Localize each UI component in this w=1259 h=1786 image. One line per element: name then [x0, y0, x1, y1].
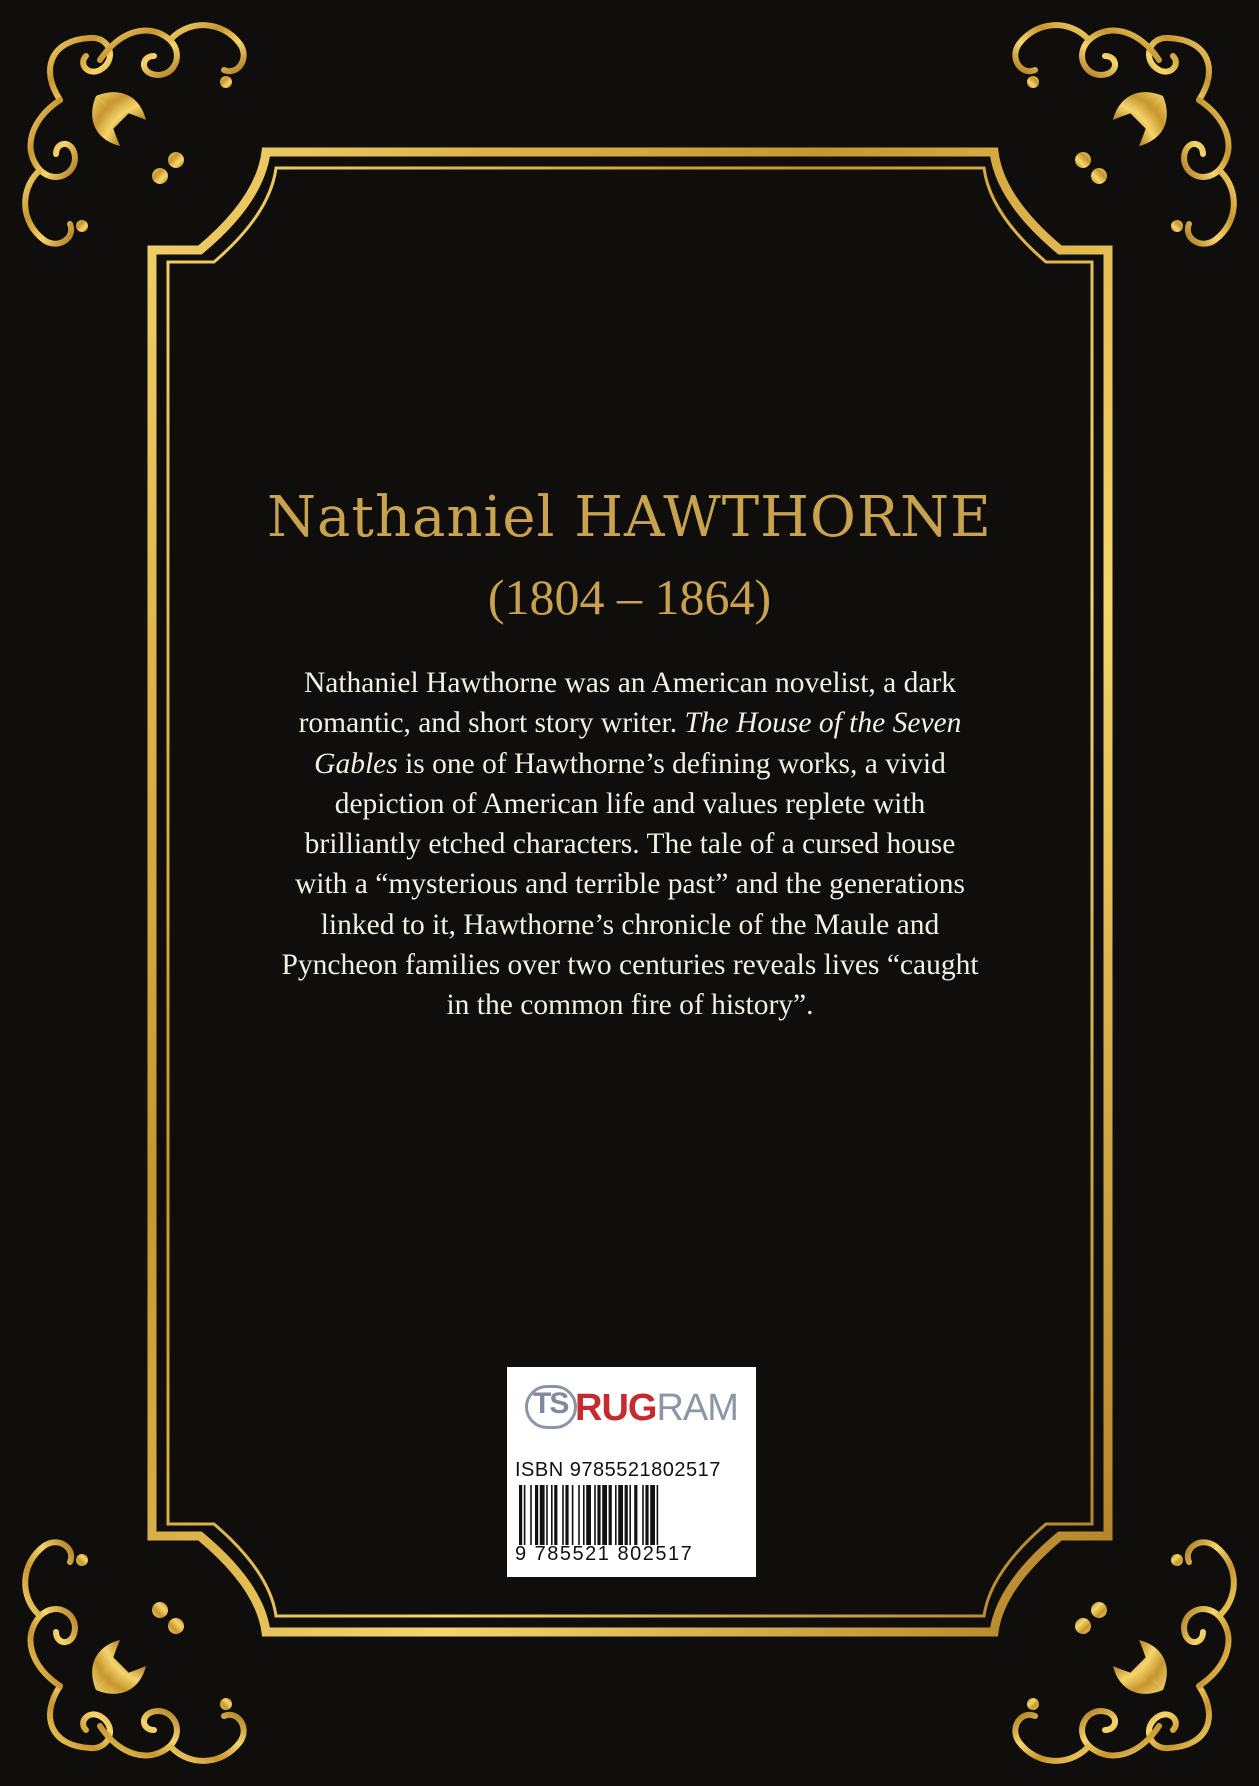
barcode-stripe: [629, 1485, 631, 1545]
publisher-logo-word: [575, 1387, 738, 1430]
barcode-stripe: [609, 1485, 612, 1545]
barcode-stripe: [634, 1485, 637, 1545]
publisher-logo-ts: TS: [533, 1387, 568, 1420]
barcode-stripe: [519, 1485, 522, 1545]
publisher-logo-red: RUG: [575, 1387, 657, 1429]
barcode-stripe: [554, 1485, 557, 1545]
barcode-stripe: [524, 1485, 526, 1545]
barcode-stripe: [615, 1485, 617, 1545]
barcode-stripe: [583, 1485, 585, 1545]
author-name: Nathaniel HAWTHORNE: [267, 485, 992, 550]
barcode-stripe: [546, 1485, 548, 1545]
barcode-stripe: [535, 1485, 538, 1545]
barcode-stripe: [540, 1485, 545, 1545]
barcode: [517, 1485, 746, 1545]
barcode-stripe: [625, 1485, 628, 1545]
description-text-2: is one of Hawthorne’s defining works, a vivid depiction of American life and values replete with brilliantly etched characters. The tale of a cursed house with a “mysterious and terrible past” and the generations linked to it, Hawthorne’s chronicle of the Maule and Pyncheon families over two centuries reveals lives “caught in the common fire of history”.: [281, 747, 979, 1022]
author-years: (1804 – 1864): [487, 569, 772, 625]
corner-ornament-top-left: [25, 25, 244, 244]
barcode-stripe: [597, 1485, 600, 1545]
barcode-stripe: [642, 1485, 644, 1545]
description-text-1: Nathaniel Hawthorne was an American novelist, a dark romantic, and short story writer.: [298, 667, 957, 740]
barcode-stripe: [530, 1485, 532, 1545]
barcode-stripe: [565, 1485, 568, 1545]
barcode-stripe: [594, 1485, 596, 1545]
barcode-stripe: [602, 1485, 607, 1545]
corner-ornament-bottom-right: [1015, 1542, 1234, 1761]
corner-ornament-top-right: [1015, 25, 1234, 244]
corner-ornament-bottom-left: [25, 1542, 244, 1761]
isbn-barcode-label: [507, 1367, 756, 1577]
isbn-text: ISBN 9785521802517: [515, 1459, 721, 1481]
book-title: The House of the Seven Gables: [314, 707, 962, 780]
barcode-stripe: [645, 1485, 648, 1545]
barcode-stripe: [578, 1485, 580, 1545]
barcode-stripe: [618, 1485, 623, 1545]
barcode-digits: 9 785521 802517: [515, 1543, 694, 1565]
barcode-stripe: [562, 1485, 564, 1545]
book-description: [280, 663, 980, 1026]
barcode-stripe: [586, 1485, 591, 1545]
publisher-logo-gray: RAM: [656, 1387, 738, 1429]
barcode-stripe: [551, 1485, 553, 1545]
barcode-stripe: [657, 1485, 659, 1545]
barcode-stripe: [572, 1485, 574, 1545]
publisher-logo: [521, 1383, 745, 1431]
barcode-stripe: [650, 1485, 655, 1545]
